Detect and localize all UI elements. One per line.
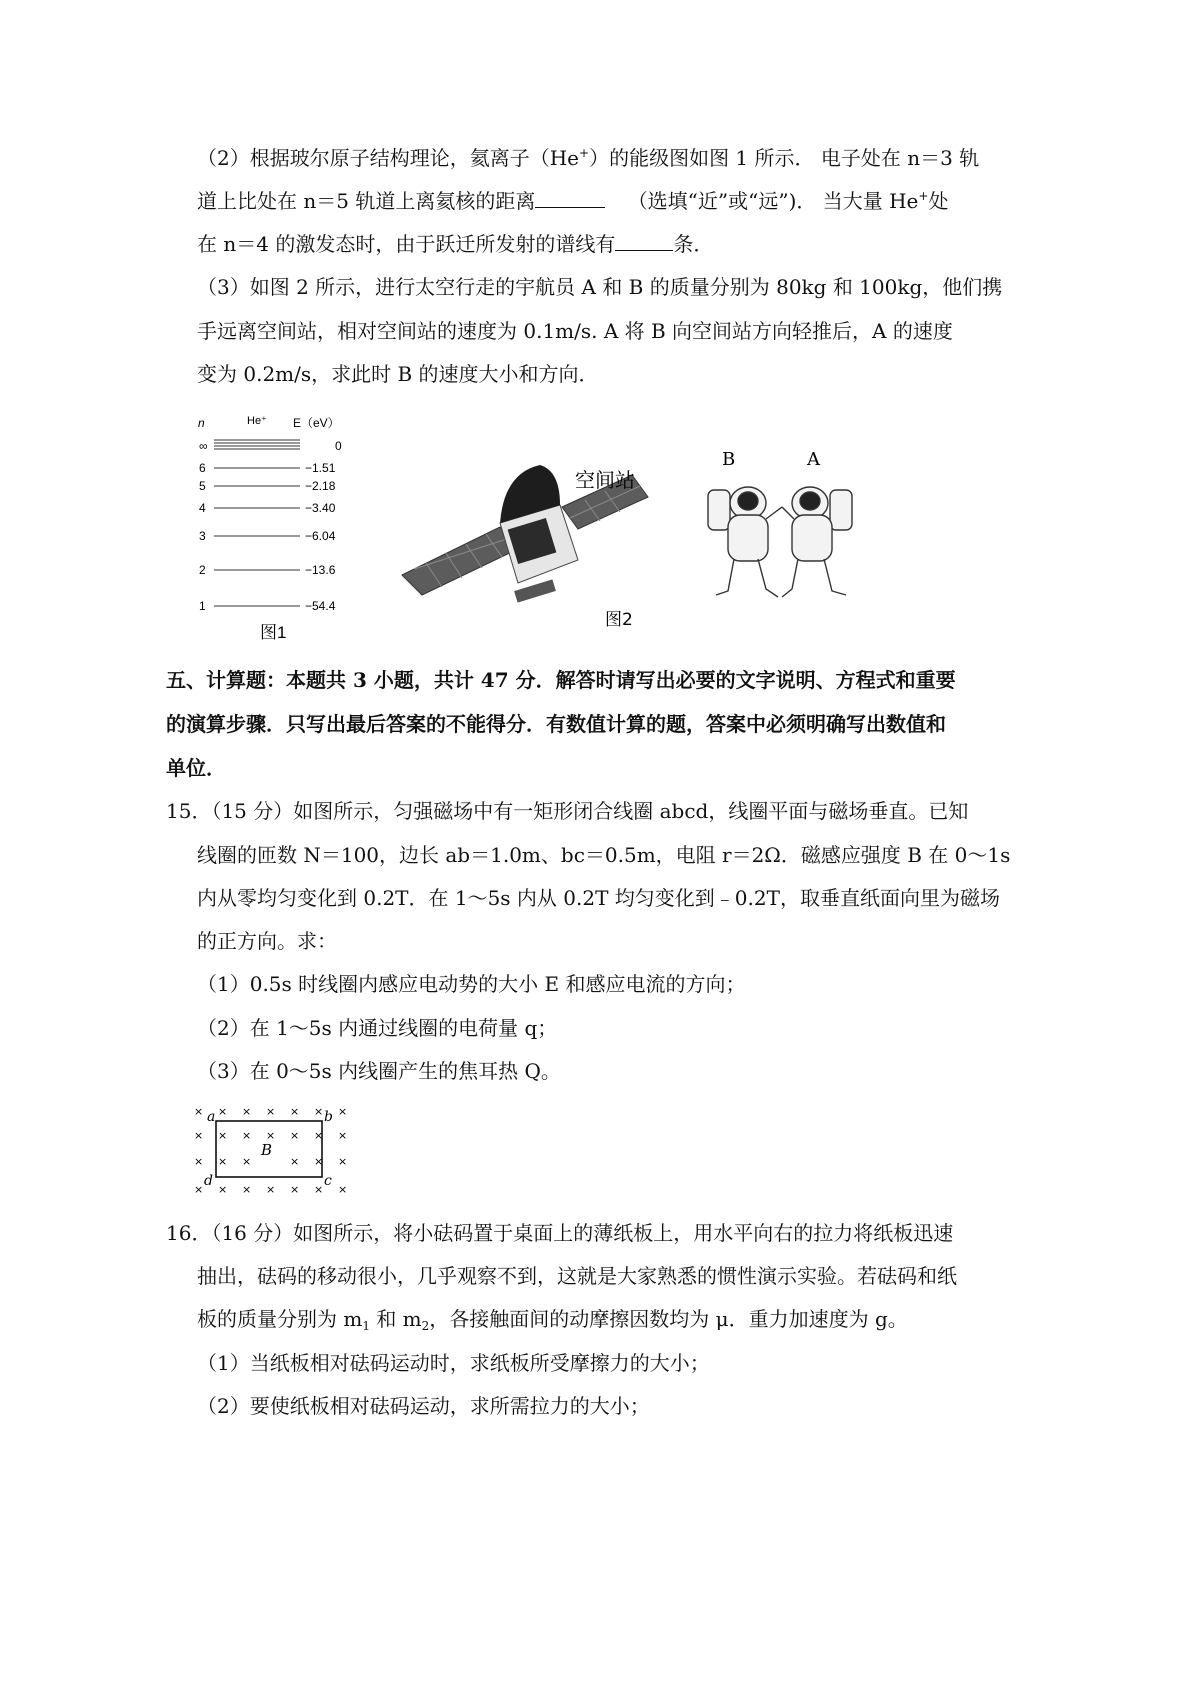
q16-line3 [197,1305,908,1333]
q14-p2-line1 [197,144,979,172]
q14-p2-line2 [197,187,948,215]
field-cross-mark: × [290,1183,300,1193]
q15-line3: 内从零均匀变化到 0.2T．在 1～5s 内从 0.2T 均匀变化到﹣0.2T，取垂直纸面向里为磁场 [197,886,1000,910]
level-n-label: 3 [199,529,206,543]
field-cross-mark: × [290,1155,300,1168]
level-energy-label: −13.6 [305,563,336,577]
q15-sub3: （3）在 0～5s 内线圈产生的焦耳热 Q。 [197,1059,561,1083]
text: ，各接触面间的动摩擦因数均为 μ．重力加速度为 g。 [429,1307,908,1331]
q14-p3-line1: （3）如图 2 所示，进行太空行走的宇航员 A 和 B 的质量分别为 80kg 和 100kg，他们携 [197,275,1003,299]
level-energy-label: −3.40 [305,501,336,515]
field-cross-mark: × [314,1183,324,1193]
text: 在 n＝4 的激发态时，由于跃迁所发射的谱线有 [197,232,616,256]
field-cross-mark: × [266,1105,276,1118]
field-cross-mark: × [194,1155,204,1168]
vertex-d: d [204,1173,213,1189]
vertex-b: b [324,1109,333,1125]
field-cross-mark: × [290,1129,300,1142]
field-cross-mark: × [194,1105,204,1118]
subscript: 2 [421,1319,430,1333]
levels-group [199,439,342,613]
q16-sub1: （1）当纸板相对砝码运动时，求纸板所受摩擦力的大小； [197,1351,710,1375]
level-energy-label: −2.18 [305,479,336,493]
fig1-caption: 图1 [260,623,287,640]
text: 道上比处在 n＝5 轨道上离氦核的距离 [197,189,536,213]
field-cross-mark: × [194,1129,204,1142]
level-energy-label: 0 [335,439,342,453]
superscript: + [918,189,929,203]
field-cross-mark: × [242,1155,252,1168]
q15-line4: 的正方向。求： [197,929,337,953]
station-body [500,465,578,603]
text: （选填“近”或“远”)． 当大量 He [627,189,919,213]
field-cross-mark: × [218,1105,228,1118]
field-cross-mark: × [242,1183,252,1193]
field-cross-mark: × [314,1105,324,1118]
level-n-label: 2 [199,563,206,577]
level-n-label: 4 [199,501,206,515]
q14-p2-line3 [197,230,713,258]
station-label: 空间站 [575,468,635,492]
fig2-caption: 图2 [605,610,633,630]
field-cross-mark: × [338,1155,348,1168]
q15-line2: 线圈的匝数 N＝100，边长 ab＝1.0m、bc＝0.5m，电阻 r＝2Ω．磁感应强度 B 在 0～1s [197,843,1011,867]
vertex-c: c [324,1173,332,1189]
level-n-label: 6 [199,461,206,475]
col-ion-label: He⁺ [247,415,267,427]
field-cross-mark: × [194,1183,204,1193]
q15-sub2: （2）在 1～5s 内通过线圈的电荷量 q； [197,1016,558,1040]
col-n-label: n [198,416,205,430]
q16-line1: 16．（16 分）如图所示，将小砝码置于桌面上的薄纸板上，用水平向右的拉力将纸板迅速 [166,1221,954,1245]
vertex-a: a [207,1109,216,1125]
q14-p3-line3: 变为 0.2m/s，求此时 B 的速度大小和方向． [197,362,599,386]
q14-p3-line2: 手远离空间站，相对空间站的速度为 0.1m/s. A 将 B 向空间站方向轻推后，A 的速度 [197,319,953,343]
field-cross-mark: × [314,1155,324,1168]
subscript: 1 [362,1319,370,1333]
field-cross-mark: × [242,1105,252,1118]
q16-sub2: （2）要使纸板相对砝码运动，求所需拉力的大小； [197,1394,650,1418]
answer-blank[interactable] [535,187,605,208]
astronaut-b-icon [708,487,782,597]
field-cross-mark: × [266,1129,276,1142]
field-cross-mark: × [242,1129,252,1142]
solar-panel-left [402,527,518,595]
level-energy-label: −6.04 [305,529,336,543]
field-cross-mark: × [290,1105,300,1118]
text: 处 [928,189,949,213]
field-cross-mark: × [338,1105,348,1118]
level-n-label: ∞ [199,439,208,453]
level-n-label: 1 [199,599,206,613]
space-station-figure [400,445,670,635]
astronaut-b-label: B [722,449,736,470]
q15-line1: 15．（15 分）如图所示，匀强磁场中有一矩形闭合线圈 abcd，线圈平面与磁场垂直。已知 [166,799,969,823]
col-e-label: E（eV） [293,416,340,430]
field-b-label: B [261,1141,273,1159]
text: 和 m [369,1307,422,1331]
section5-line3: 单位． [166,756,226,780]
field-cross-mark: × [218,1129,228,1142]
field-cross-mark: × [218,1183,228,1193]
astronaut-a-icon [782,487,852,597]
energy-level-diagram [190,410,365,640]
text: 条． [673,232,714,256]
q15-sub1: （1）0.5s 时线圈内感应电动势的大小 E 和感应电流的方向； [197,972,746,996]
text: （2）根据玻尔原子结构理论，氦离子（He [197,146,580,170]
text: 板的质量分别为 m [197,1307,363,1331]
q16-line2: 抽出，砝码的移动很小，几乎观察不到，这就是大家熟悉的惯性演示实验。若砝码和纸 [197,1264,957,1288]
level-energy-label: −1.51 [305,461,336,475]
answer-blank[interactable] [615,230,673,251]
astronauts-figure [700,445,860,605]
section5-line1: 五、计算题：本题共 3 小题，共计 47 分．解答时请写出必要的文字说明、方程式和重要 [166,668,956,692]
astronaut-a-label: A [807,449,820,470]
field-cross-mark: × [338,1183,348,1193]
field-cross-mark: × [266,1183,276,1193]
field-cross-mark: × [338,1129,348,1142]
level-energy-label: −54.4 [305,599,336,613]
field-cross-mark: × [314,1129,324,1142]
coil-field-figure [190,1103,350,1193]
text: ）的能级图如图 1 所示． 电子处在 n＝3 轨 [589,146,980,170]
field-cross-mark: × [218,1155,228,1168]
level-n-label: 5 [199,479,206,493]
superscript: + [579,146,590,160]
section5-line2: 的演算步骤．只写出最后答案的不能得分．有数值计算的题，答案中必须明确写出数值和 [166,712,946,736]
